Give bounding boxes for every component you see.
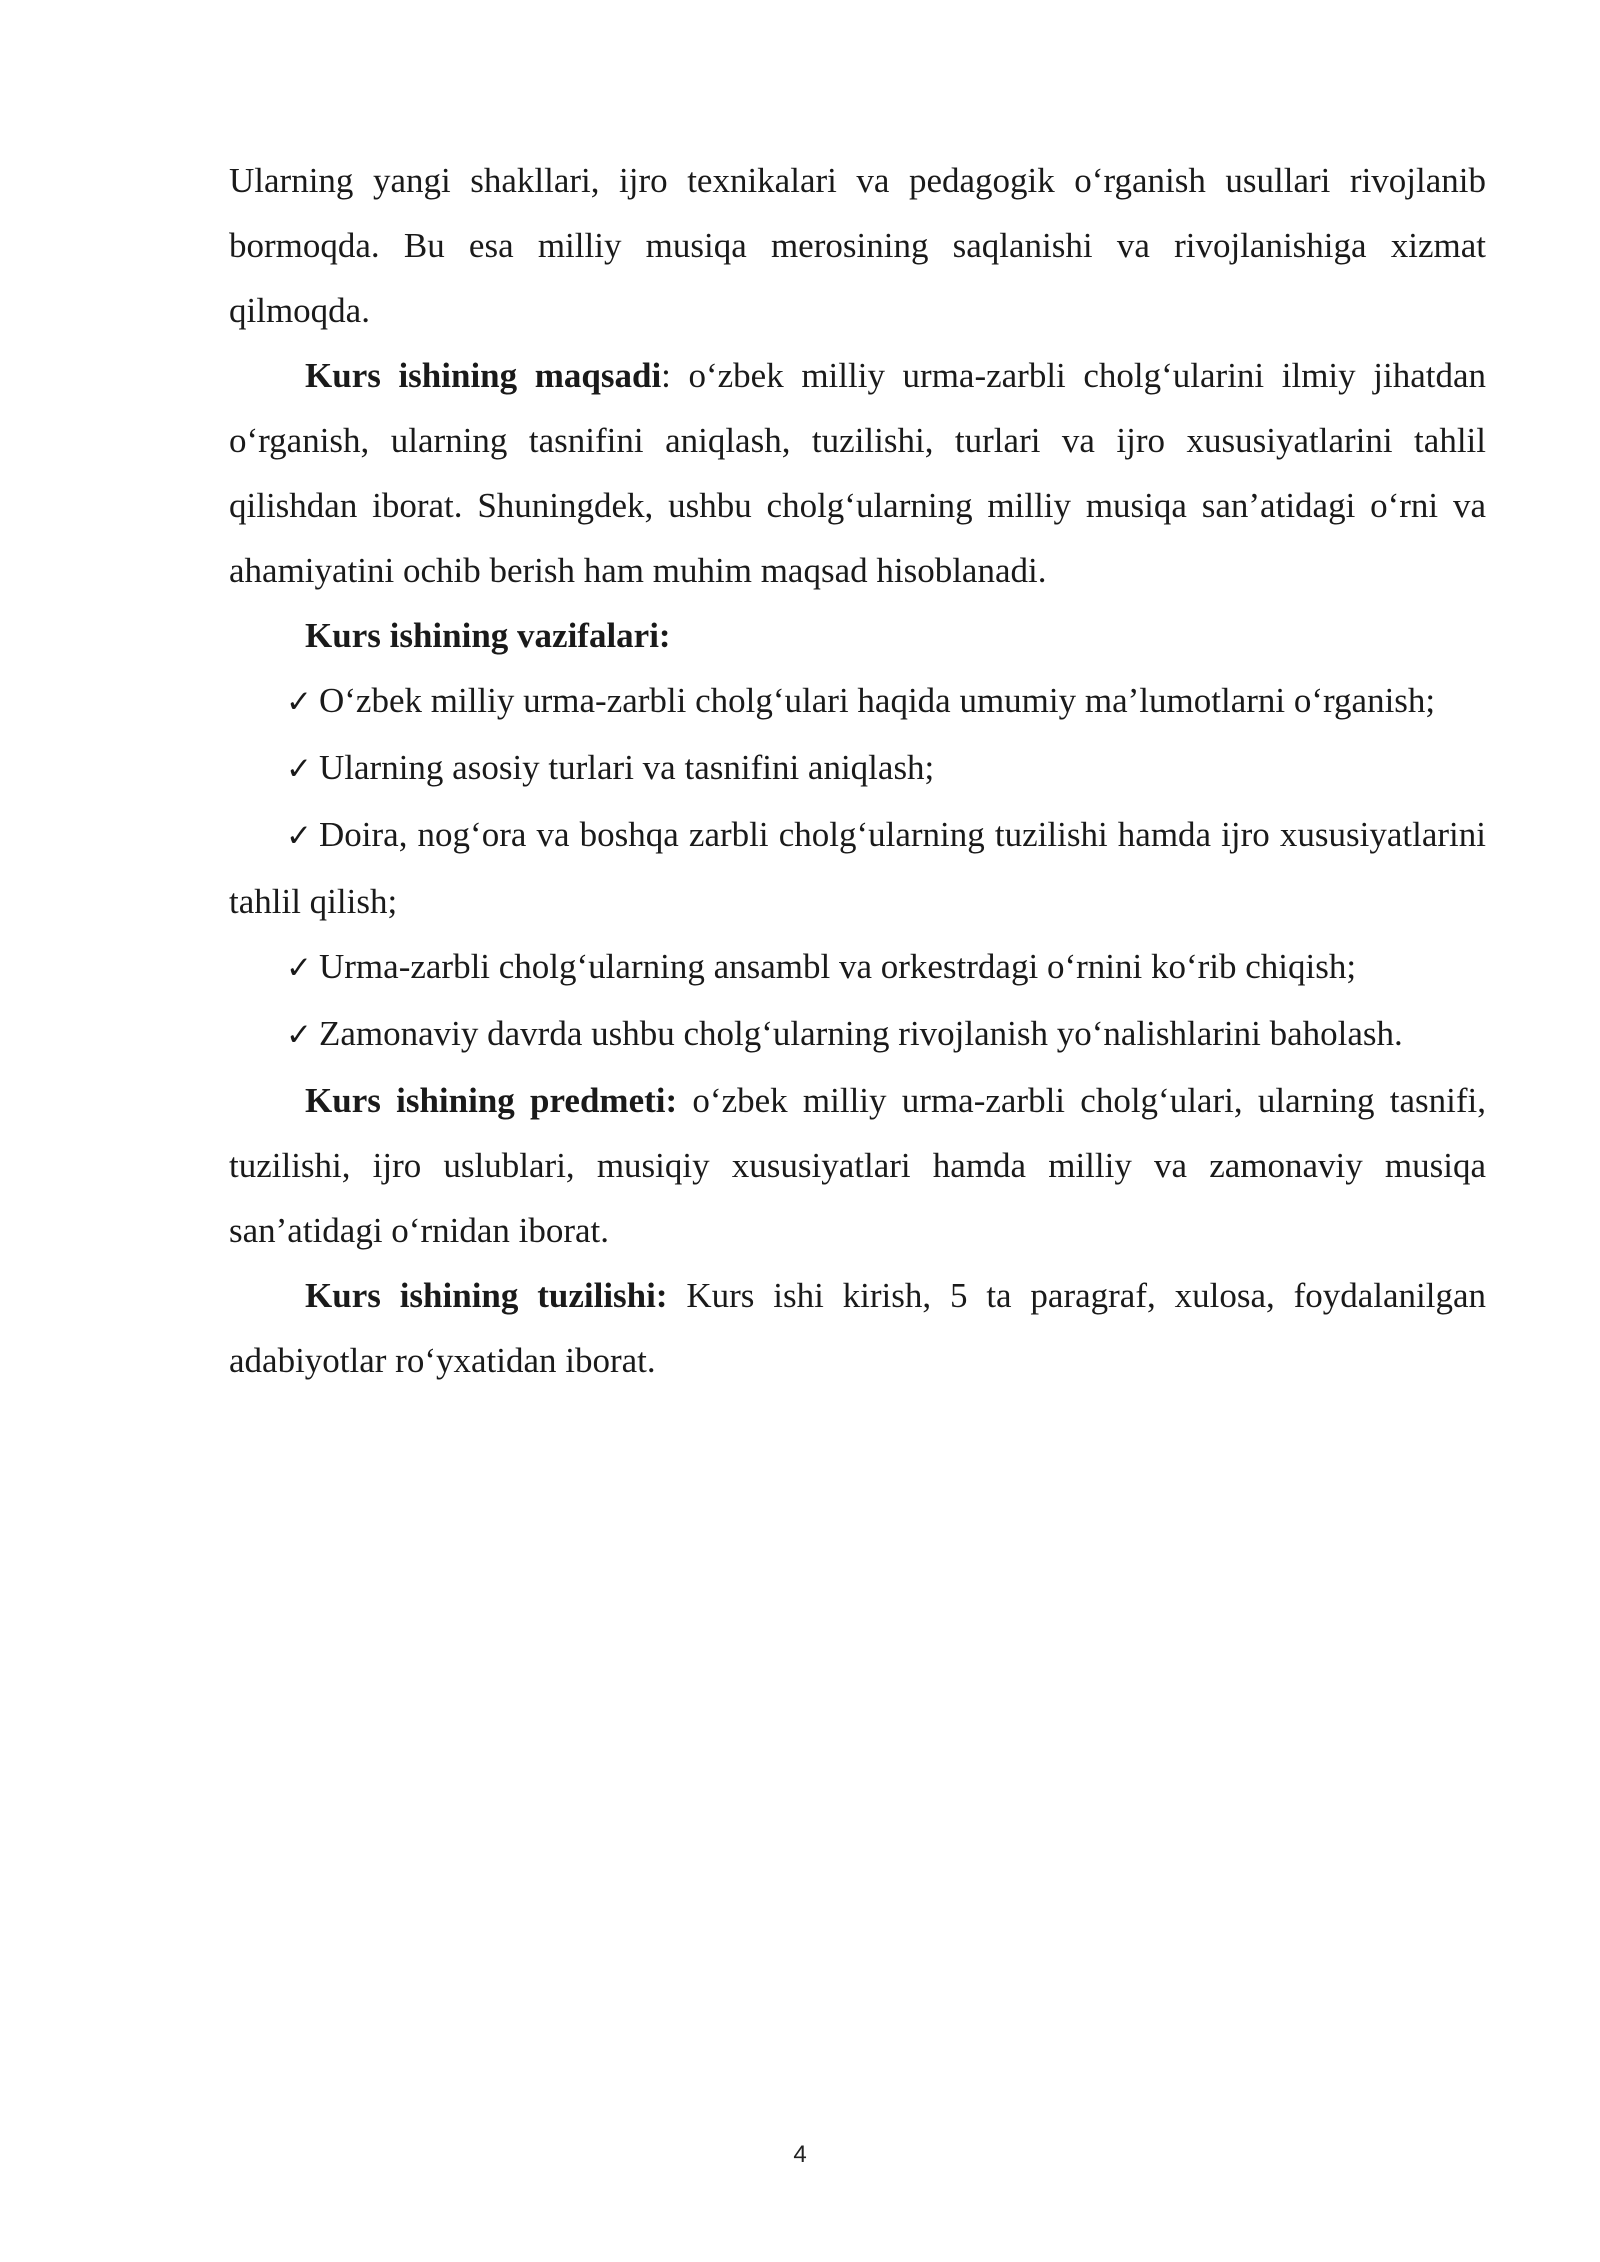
task-item-text: Zamonaviy davrda ushbu cholg‘ularning rivojlanish yo‘nalishlarini baholash.	[319, 1014, 1403, 1053]
task-item-text: Urma-zarbli cholg‘ularning ansambl va orkestrdagi o‘rnini ko‘rib chiqish;	[319, 947, 1357, 986]
task-item	[229, 934, 1486, 1001]
intro-paragraph	[229, 148, 1486, 343]
checkmark-icon: ✓	[286, 1017, 312, 1053]
goal-paragraph	[229, 343, 1486, 603]
task-item	[229, 735, 1486, 802]
subject-paragraph	[229, 1068, 1486, 1263]
task-item	[229, 802, 1486, 934]
structure-text: Kurs ishi kirish, 5 ta paragraf, xulosa, foydalanilgan adabiyotlar ro‘yxatidan iborat.	[229, 1276, 1486, 1380]
goal-text: : o‘zbek milliy urma-zarbli cholg‘ularini ilmiy jihatdan o‘rganish, ularning tasnifini aniqlash, tuzilishi, turlari va ijro xususiyatlarini tahlil qilishdan iborat. Shuningdek, ushbu cholg‘ularning milliy musiqa san’atidagi o‘rni va ahamiyatini ochib berish ham muhim maqsad hisoblanadi.	[229, 356, 1486, 590]
tasks-label: Kurs ishining vazifalari:	[305, 616, 671, 655]
intro-text: Ularning yangi shakllari, ijro texnikalari va pedagogik o‘rganish usullari rivojlanib bormoqda. Bu esa milliy musiqa merosining saqlanishi va rivojlanishiga xizmat qilmoqda.	[229, 161, 1486, 330]
task-item-text: O‘zbek milliy urma-zarbli cholg‘ulari haqida umumiy ma’lumotlarni o‘rganish;	[319, 681, 1436, 720]
structure-paragraph	[229, 1263, 1486, 1393]
task-item-text: Ularning asosiy turlari va tasnifini aniqlash;	[319, 748, 935, 787]
checkmark-icon: ✓	[286, 950, 312, 986]
tasks-heading-paragraph	[229, 603, 1486, 668]
task-item	[229, 1001, 1486, 1068]
structure-label: Kurs ishining tuzilishi:	[305, 1276, 668, 1315]
checkmark-icon: ✓	[286, 818, 312, 854]
page-number: 4	[793, 2141, 807, 2168]
subject-label: Kurs ishining predmeti:	[305, 1081, 678, 1120]
checkmark-icon: ✓	[286, 684, 312, 720]
goal-label: Kurs ishining maqsadi	[305, 356, 662, 395]
document-page	[229, 148, 1486, 1393]
task-item	[229, 668, 1486, 735]
task-item-text: Doira, nog‘ora va boshqa zarbli cholg‘ularning tuzilishi hamda ijro xususiyatlarini tahlil qilish;	[229, 815, 1486, 921]
subject-text: o‘zbek milliy urma-zarbli cholg‘ulari, ularning tasnifi, tuzilishi, ijro uslublari, musiqiy xususiyatlari hamda milliy va zamonaviy musiqa san’atidagi o‘rnidan iborat.	[229, 1081, 1486, 1250]
checkmark-icon: ✓	[286, 751, 312, 787]
